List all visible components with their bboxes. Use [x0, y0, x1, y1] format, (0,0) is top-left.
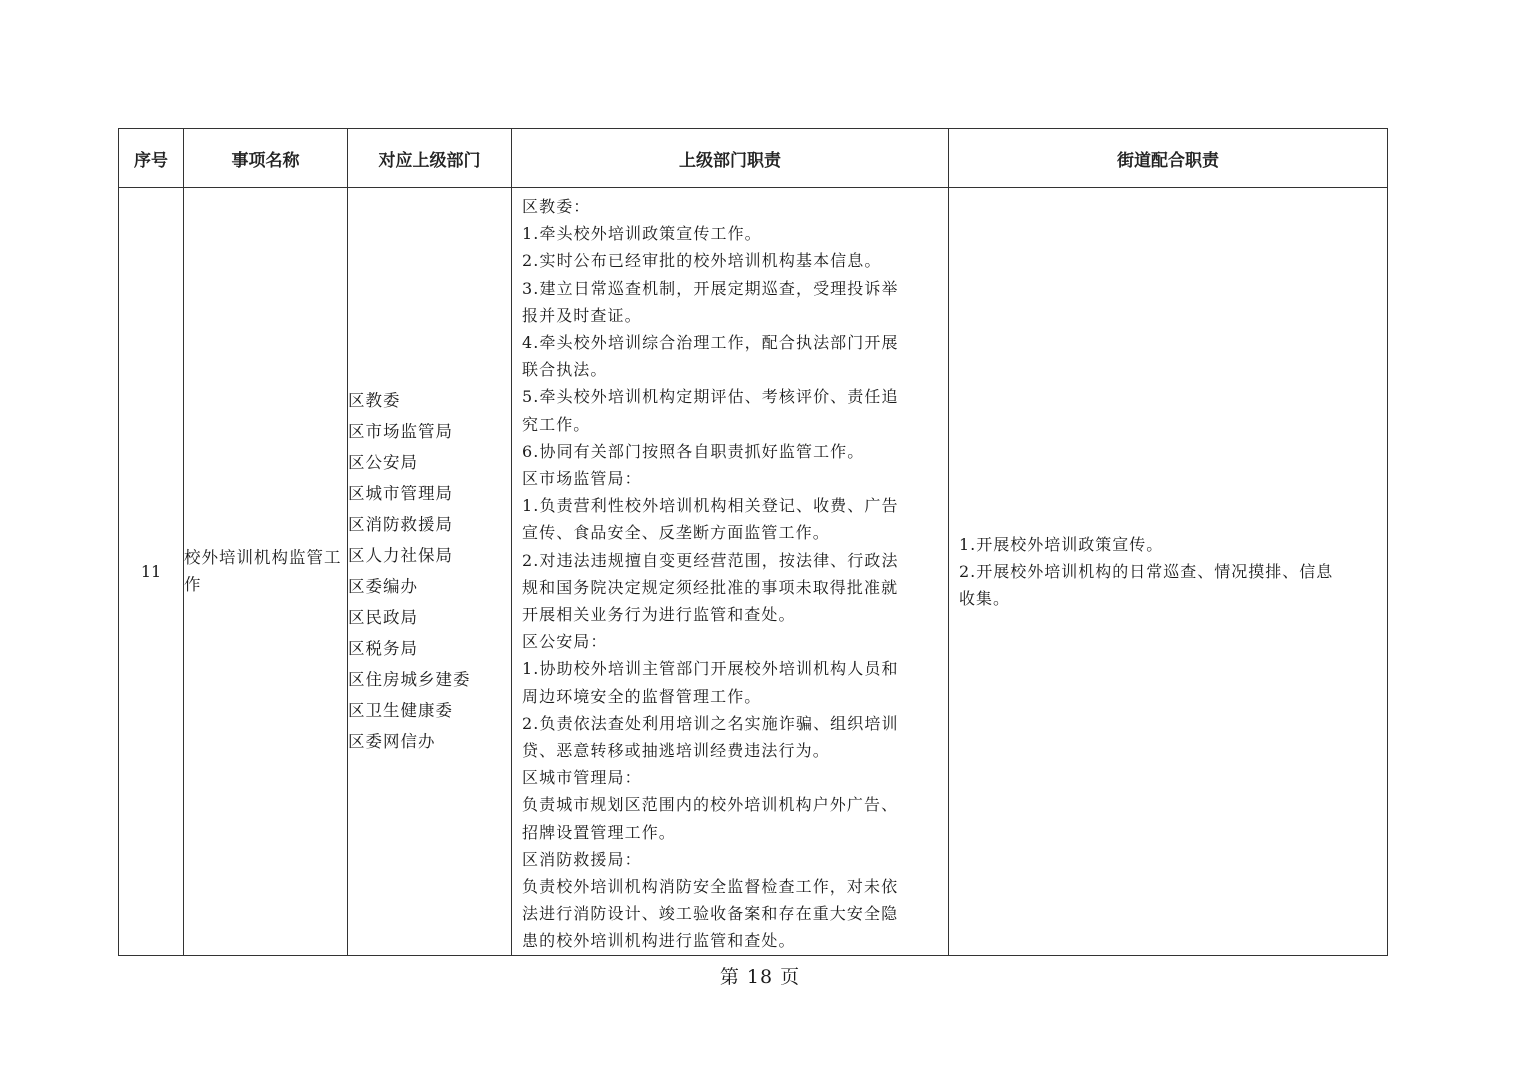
- duty-line: 宣传、食品安全、反垄断方面监管工作。: [522, 523, 830, 543]
- header-street-duty: 街道配合职责: [949, 129, 1388, 188]
- row-street-duties: [949, 188, 1388, 956]
- header-row: [119, 129, 1388, 188]
- duty-line: 2.负责依法查处利用培训之名实施诈骗、组织培训: [522, 713, 899, 733]
- duty-line: 2.实时公布已经审批的校外培训机构基本信息。: [522, 251, 882, 271]
- duty-line: 负责校外培训机构消防安全监督检查工作，对未依: [522, 877, 899, 897]
- duty-line: 法进行消防设计、竣工验收备案和存在重大安全隐: [522, 904, 899, 924]
- header-department-duty: 上级部门职责: [512, 129, 949, 188]
- department-item: 区委编办: [348, 577, 418, 597]
- duty-line: 区消防救援局：: [522, 849, 642, 869]
- duty-line: 6.协同有关部门按照各自职责抓好监管工作。: [522, 441, 865, 461]
- duty-line: 区教委：: [522, 197, 591, 216]
- street-duty-line: 1.开展校外培训政策宣传。: [959, 534, 1164, 554]
- duty-line: 1.牵头校外培训政策宣传工作。: [522, 224, 762, 244]
- duty-line: 联合执法。: [522, 360, 608, 380]
- duty-line: 5.牵头校外培训机构定期评估、考核评价、责任追: [522, 387, 899, 407]
- duty-line: 1.负责营利性校外培训机构相关登记、收费、广告: [522, 496, 899, 516]
- row-department-duties: [512, 188, 949, 956]
- street-duty-line: 2.开展校外培训机构的日常巡查、情况摸排、信息: [959, 561, 1334, 581]
- duty-line: 3.建立日常巡查机制，开展定期巡查，受理投诉举: [522, 278, 899, 298]
- row-item-name: 校外培训机构监管工作: [184, 188, 348, 956]
- duty-line: 区城市管理局：: [522, 768, 642, 788]
- duty-line: 2.对违法违规擅自变更经营范围，按法律、行政法: [522, 550, 899, 570]
- department-item: 区消防救援局: [348, 515, 453, 535]
- duty-line: 患的校外培训机构进行监管和查处。: [522, 931, 796, 951]
- header-seq: 序号: [119, 129, 184, 188]
- department-item: 区民政局: [348, 608, 418, 628]
- header-department: 对应上级部门: [348, 129, 512, 188]
- duty-line: 1.协助校外培训主管部门开展校外培训机构人员和: [522, 659, 899, 679]
- row-departments: [348, 188, 512, 956]
- department-item: 区市场监管局: [348, 422, 453, 442]
- duty-line: 究工作。: [522, 414, 591, 434]
- department-item: 区税务局: [348, 639, 418, 659]
- duty-line: 贷、恶意转移或抽逃培训经费违法行为。: [522, 741, 830, 761]
- duty-line: 周边环境安全的监督管理工作。: [522, 686, 762, 706]
- duty-line: 开展相关业务行为进行监管和查处。: [522, 605, 796, 625]
- department-item: 区人力社保局: [348, 546, 453, 566]
- department-item: 区委网信办: [348, 732, 436, 752]
- responsibility-table: [118, 128, 1388, 956]
- duty-line: 区公安局：: [522, 632, 608, 652]
- department-item: 区卫生健康委: [348, 701, 453, 721]
- duty-line: 负责城市规划区范围内的校外培训机构户外广告、: [522, 795, 899, 815]
- row-seq: 11: [119, 188, 184, 956]
- department-item: 区教委: [348, 391, 401, 411]
- department-item: 区城市管理局: [348, 484, 453, 504]
- header-item-name: 事项名称: [184, 129, 348, 188]
- duty-line: 4.牵头校外培训综合治理工作，配合执法部门开展: [522, 333, 899, 353]
- department-item: 区住房城乡建委: [348, 670, 471, 690]
- page-number: 第 18 页: [719, 966, 801, 988]
- street-duty-line: 收集。: [959, 588, 1011, 608]
- duty-line: 区市场监管局：: [522, 469, 642, 489]
- duty-line: 招牌设置管理工作。: [522, 822, 676, 842]
- department-item: 区公安局: [348, 453, 418, 473]
- duty-line: 规和国务院决定规定须经批准的事项未取得批准就: [522, 577, 899, 597]
- table-row: [119, 188, 1388, 956]
- duty-line: 报并及时查证。: [522, 305, 642, 325]
